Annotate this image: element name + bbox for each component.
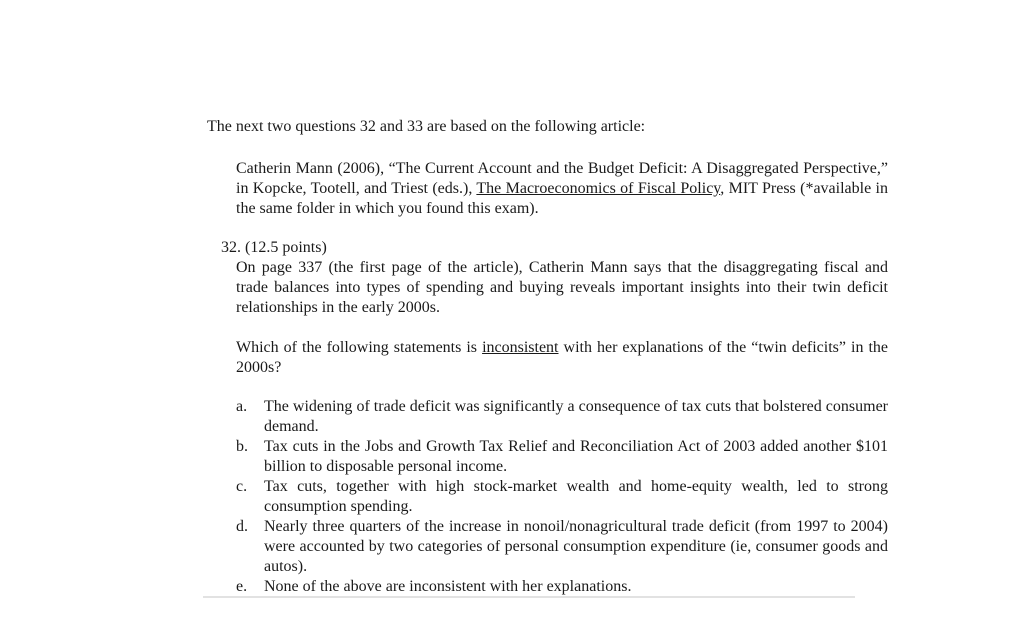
page-bottom-divider <box>203 596 855 598</box>
article-citation <box>236 159 888 219</box>
citation-text-part2: , MIT Press (*available in the same folder in which you found this exam). <box>236 180 888 217</box>
option-text: None of the above are inconsistent with her explanations. <box>264 578 632 595</box>
citation-text-part1: Catherin Mann (2006), “The Current Account and the Budget Deficit: A Disaggregated Perspective,” in Kopcke, Tootell, and Triest (eds.), <box>236 160 888 197</box>
book-title: The Macroeconomics of Fiscal Policy <box>476 180 721 197</box>
answer-option-c[interactable] <box>236 477 888 517</box>
prompt-text-after: with her explanations of the “twin deficits” in the 2000s? <box>236 339 889 376</box>
prompt-text-before: Which of the following statements is <box>236 339 483 356</box>
option-text: Tax cuts in the Jobs and Growth Tax Relief and Reconciliation Act of 2003 added another $101 billion to disposable personal income. <box>264 438 888 475</box>
question-number: 32. (12.5 points) <box>221 239 327 256</box>
option-letter: a. <box>236 398 248 415</box>
option-letter: d. <box>236 518 248 535</box>
option-letter: e. <box>236 578 248 595</box>
answer-option-d[interactable] <box>236 517 888 577</box>
intro-text: The next two questions 32 and 33 are based on the following article: <box>207 118 646 135</box>
answer-options <box>236 397 888 597</box>
option-letter: c. <box>236 478 248 495</box>
answer-option-a[interactable] <box>236 397 888 437</box>
question-context: On page 337 (the first page of the article), Catherin Mann says that the disaggregating fiscal and trade balances into types of spending and buying reveals important insights into their twin deficit relationships in the early 2000s. <box>236 259 888 316</box>
answer-option-e[interactable] <box>236 577 888 597</box>
question-prompt <box>236 338 888 378</box>
prompt-emphasis: inconsistent <box>482 339 559 356</box>
answer-option-b[interactable] <box>236 437 888 477</box>
option-text: The widening of trade deficit was significantly a consequence of tax cuts that bolstered consumer demand. <box>264 398 888 435</box>
option-text: Nearly three quarters of the increase in nonoil/nonagricultural trade deficit (from 1997 to 2004) were accounted by two categories of personal consumption expenditure (ie, consumer goods and autos). <box>264 518 888 575</box>
option-text: Tax cuts, together with high stock-market wealth and home-equity wealth, led to strong consumption spending. <box>264 478 888 515</box>
option-letter: b. <box>236 438 248 455</box>
